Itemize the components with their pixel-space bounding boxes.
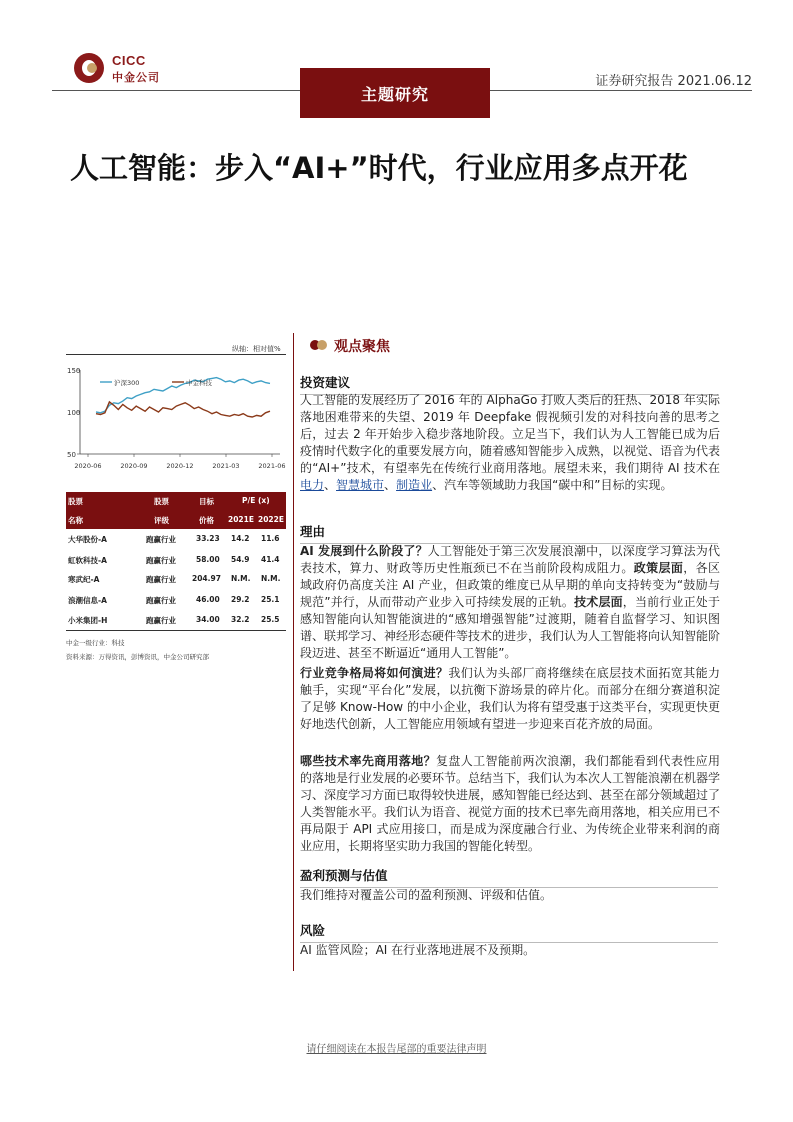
risk-text: AI 监管风险；AI 在行业落地进展不及预期。 <box>300 943 536 957</box>
cell-pe-2022: 41.4 <box>261 555 280 564</box>
reason-paragraph-1 <box>300 543 720 662</box>
th-stock-1: 股票 <box>68 497 83 506</box>
table-row <box>66 555 286 576</box>
th-price: 价格 <box>199 516 214 525</box>
reason-paragraph-3 <box>300 753 720 855</box>
a1-tech: ，当前行业正处于感知智能向认知智能演进的“感知增强智能”过渡期，随着自监督学习、知识图谱、联邦学习、神经形态硬件等技术的进步，我们认为人工智能将向认知智能阶段迈进、甚至不断逼近“通用人工智能”。 <box>300 595 721 660</box>
investment-text-1: 人工智能的发展经历了 2016 年的 AlphaGo 打败人类后的狂热、2018 年实际落地困难带来的失望、2019 年 Deepfake 假视频引发的对科技向善的思考之后，过去 2 年开始步入稳步落地阶段。立足当下，我们认为人工智能已成为后疫情时代数字化的重要发展方向，随着感知智能步入成熟，以视觉、语音为代表的“AI+”技术，有望率先在传统行业商用落地。展望未来，我们期待 AI 技术在 <box>300 393 721 475</box>
risk-heading: 风险 <box>300 921 718 943</box>
report-type-date: 证券研究报告 2021.06.12 <box>595 74 752 89</box>
legal-notice-text[interactable]: 请仔细阅读在本报告尾部的重要法律声明 <box>306 1044 487 1055</box>
column-divider <box>293 333 294 971</box>
cell-name: 小米集团-H <box>68 616 108 625</box>
focus-title: 观点聚焦 <box>334 339 390 355</box>
focus-dots-icon <box>310 339 328 351</box>
investment-text-2: 、汽车等领域助力我国“碳中和”目标的实现。 <box>432 478 673 492</box>
x-tick-label: 2020-09 <box>120 462 148 470</box>
investment-paragraph <box>300 392 720 494</box>
legal-notice-footer[interactable] <box>0 1040 793 1055</box>
cell-name: 虹软科技-A <box>68 556 107 565</box>
link-smart-city[interactable]: 智慧城市 <box>336 478 385 492</box>
th-2022e: 2022E <box>258 515 284 524</box>
sep-1: 、 <box>324 478 337 492</box>
link-manufacturing[interactable]: 制造业 <box>396 478 433 492</box>
cell-pe-2022: 11.6 <box>261 534 280 543</box>
investment-heading: 投资建议 <box>300 373 718 395</box>
performance-chart <box>62 360 290 472</box>
logo-en: CICC <box>112 53 146 68</box>
cell-price: 34.00 <box>196 615 220 624</box>
table-row <box>66 595 286 616</box>
cell-rating: 跑赢行业 <box>146 596 176 605</box>
x-tick-label: 2020-12 <box>166 462 194 470</box>
a1-policy: ，各区域政府仍高度关注 AI 产业，但政策的维度已从早期的单向支持转变为“鼓励与规范”并行，从而带动产业步入可持续发展的正轨。 <box>300 561 720 609</box>
cell-price: 46.00 <box>196 595 220 604</box>
chart-axis-note: 纵轴：相对值% <box>232 345 281 353</box>
legend-label: 沪深300 <box>114 379 140 387</box>
cell-pe-2021: 32.2 <box>231 615 250 624</box>
cell-rating: 跑赢行业 <box>146 556 176 565</box>
th-name: 名称 <box>68 516 83 525</box>
x-tick-label: 2021-06 <box>258 462 286 470</box>
cell-pe-2022: N.M. <box>261 574 281 583</box>
industry-note: 中金一级行业：科技 <box>66 639 125 647</box>
table-bottom-rule <box>66 630 286 631</box>
q2: 行业竞争格局将如何演进？ <box>300 666 449 680</box>
cell-name: 寒武纪-A <box>68 575 100 584</box>
a1-policy-label: 政策层面 <box>633 561 684 575</box>
th-rating-1: 股票 <box>154 497 169 506</box>
cell-pe-2021: N.M. <box>231 574 251 583</box>
th-pe: P/E (x) <box>242 496 270 505</box>
sep-2: 、 <box>384 478 397 492</box>
cell-price: 204.97 <box>192 574 221 583</box>
reason-paragraph-2 <box>300 665 720 733</box>
table-header <box>66 492 286 529</box>
source-note: 资料来源：万得资讯，彭博资讯，中金公司研究部 <box>66 653 209 661</box>
x-tick-label: 2021-03 <box>212 462 240 470</box>
cicc-logo <box>74 53 184 87</box>
table-row <box>66 534 286 555</box>
cell-pe-2021: 14.2 <box>231 534 250 543</box>
th-2021e: 2021E <box>228 515 254 524</box>
a3: 复盘人工智能前两次浪潮，我们都能看到代表性应用的落地是行业发展的必要环节。总结当下，我们认为本次人工智能浪潮在机器学习、深度学习方面已取得较快进展，感知智能已经达到、甚至在部分领域超过了人类智能水平。我们认为语音、视觉方面的技术已率先商用落地，相关应用已不再局限于 API 式应用接口，而是成为深度融合行业、为传统企业带来利润的商业应用，长期将坚实助力我国的智能化转型。 <box>300 754 721 853</box>
cell-rating: 跑赢行业 <box>146 616 176 625</box>
cell-name: 大华股份-A <box>68 535 107 544</box>
cell-rating: 跑赢行业 <box>146 535 176 544</box>
reason-heading: 理由 <box>300 522 718 544</box>
q1: AI 发展到什么阶段了？ <box>300 544 428 558</box>
cell-pe-2022: 25.5 <box>261 615 280 624</box>
cell-pe-2021: 29.2 <box>231 595 250 604</box>
cell-rating: 跑赢行业 <box>146 575 176 584</box>
cell-name: 浪潮信息-A <box>68 596 107 605</box>
th-target-1: 目标 <box>199 497 214 506</box>
y-tick-label: 150 <box>67 367 81 375</box>
forecast-heading: 盈利预测与估值 <box>300 866 718 888</box>
theme-label: 主题研究 <box>300 68 490 118</box>
a1-tech-label: 技术层面 <box>574 595 623 609</box>
forecast-text: 我们维持对覆盖公司的盈利预测、评级和估值。 <box>300 888 553 902</box>
a2: 我们认为头部厂商将继续在底层技术面拓宽其能力触手，实现“平台化”发展，以抗衡下游场景的碎片化。而部分在细分赛道积淀了足够 Know-How 的中小企业，我们认为将有望受惠于这类平台，实现更快更好地迭代创新，人工智能应用领域有望进一步迎来百花齐放的局面。 <box>300 666 720 731</box>
cell-pe-2021: 54.9 <box>231 555 250 564</box>
cell-pe-2022: 25.1 <box>261 595 280 604</box>
link-power[interactable]: 电力 <box>300 478 325 492</box>
y-tick-label: 50 <box>67 451 76 459</box>
a1: 人工智能处于第三次发展浪潮中，以深度学习算法为代表技术，算力、财政等历史性瓶颈已不在当前阶段构成阻力。 <box>300 544 720 575</box>
table-row <box>66 615 286 636</box>
cicc-logo-icon <box>74 53 104 83</box>
th-rating-2: 评级 <box>154 516 169 525</box>
q3: 哪些技术率先商用落地？ <box>300 754 436 768</box>
x-tick-label: 2020-06 <box>74 462 102 470</box>
cell-price: 58.00 <box>196 555 220 564</box>
report-title: 人工智能：步入“AI+”时代，行业应用多点开花 <box>70 151 688 185</box>
table-row <box>66 574 286 595</box>
logo-cn: 中金公司 <box>112 71 160 84</box>
legend-label: 中金科技 <box>186 379 212 387</box>
chart-top-rule <box>66 354 286 355</box>
cell-price: 33.23 <box>196 534 220 543</box>
y-tick-label: 100 <box>67 409 81 417</box>
series-line-cicc-tech <box>96 402 270 417</box>
